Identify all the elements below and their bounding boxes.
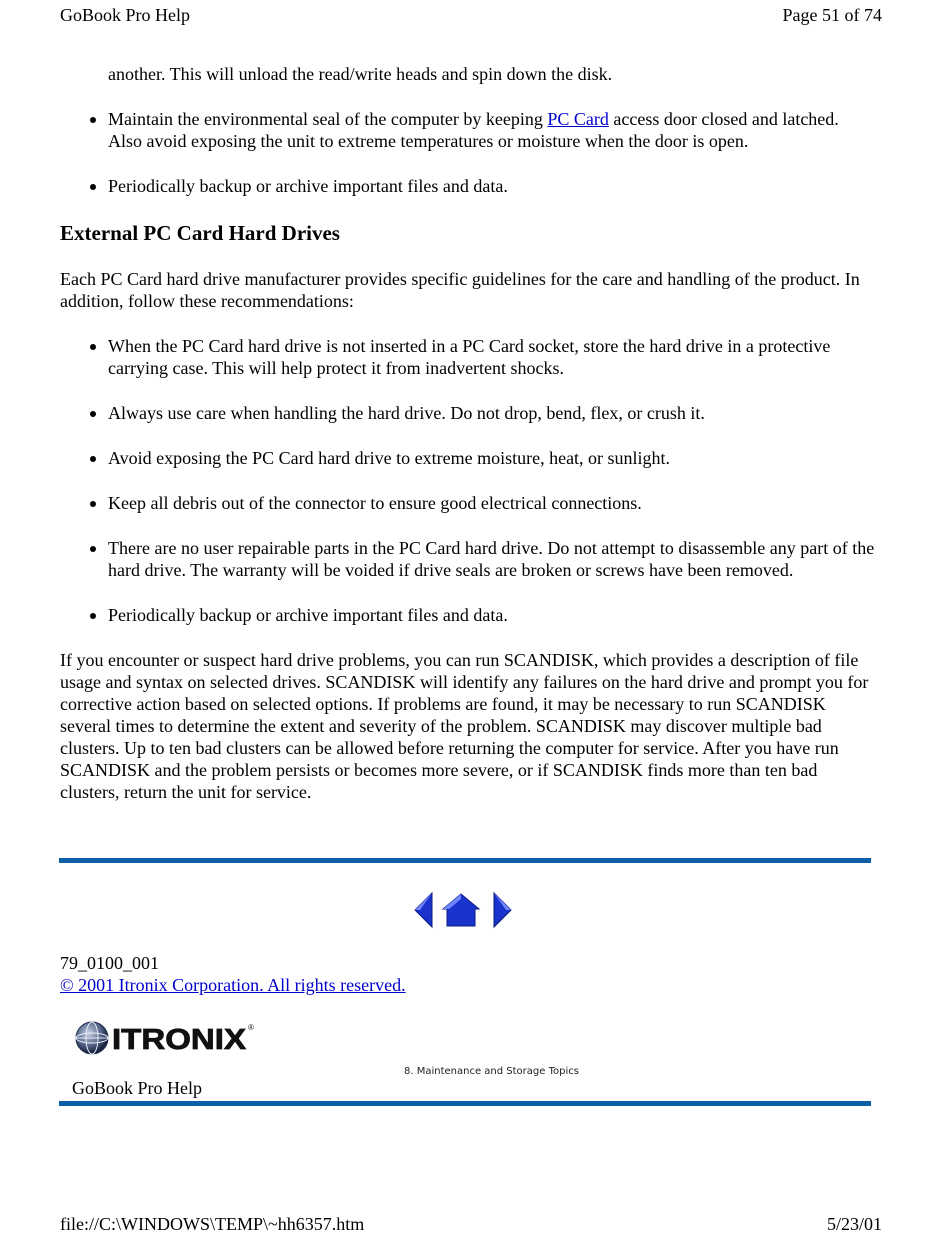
list-item: Maintain the environmental seal of the computer by keeping PC Card access door closed and latched. Also avoid exposing the unit to extreme temperatures or moisture when the door is open. [60,108,875,152]
section-intro: Each PC Card hard drive manufacturer provides specific guidelines for the care and handling of the product. In addition, follow these recommendations: [60,269,860,311]
page-number: Page 51 of 74 [782,5,882,25]
print-date: 5/23/01 [826,1214,882,1234]
divider-top [59,858,871,863]
main-content [60,63,875,826]
home-icon[interactable] [443,894,479,926]
footer-help-title: GoBook Pro Help [72,1078,202,1098]
document-code: 79_0100_001 [60,953,159,973]
list-item: Periodically backup or archive important files and data. [60,175,875,197]
section-heading: External PC Card Hard Drives [60,221,340,245]
header-title: GoBook Pro Help [60,5,190,25]
arrow-right-icon[interactable] [494,893,511,927]
logo-wordmark: ITRONIX [112,1024,247,1056]
list-item: Avoid exposing the PC Card hard drive to extreme moisture, heat, or sunlight. [60,447,875,469]
list-item: Always use care when handling the hard drive. Do not drop, bend, flex, or crush it. [60,402,875,424]
scandisk-paragraph: If you encounter or suspect hard drive problems, you can run SCANDISK, which provides a description of file usage and syntax on selected drives. SCANDISK will identify any failures on the hard drive and prompt you for corrective action based on selected options. If problems are found, it may be necessary to run SCANDISK several times to determine the extent and severity of the problem. SCANDISK may discover multiple bad clusters. Up to ten bad clusters can be allowed before returning the computer for service. After you have run SCANDISK and the problem persists or becomes more severe, or if SCANDISK finds more than ten bad clusters, return the unit for service. [60,650,869,802]
top-bullet-list [60,108,875,197]
itronix-logo [74,1018,256,1058]
file-path: file://C:\WINDOWS\TEMP\~hh6357.htm [60,1214,365,1234]
pc-card-link[interactable]: PC Card [547,109,609,129]
navigation-bar [412,891,516,931]
list-item: Keep all debris out of the connector to ensure good electrical connections. [60,492,875,514]
globe-icon [76,1022,108,1054]
navigation-icons [412,891,516,931]
divider-bottom [59,1101,871,1106]
arrow-left-icon[interactable] [415,893,432,927]
section-caption: 8. Maintenance and Storage Topics [404,1066,579,1077]
list-item: Periodically backup or archive important files and data. [60,604,875,626]
section-bullet-list [60,335,875,626]
continuation-text: another. This will unload the read/write heads and spin down the disk. [108,64,613,84]
list-item: There are no user repairable parts in the PC Card hard drive. Do not attempt to disassemble any part of the hard drive. The warranty will be voided if drive seals are broken or screws have been removed. [60,537,875,581]
copyright-link[interactable]: © 2001 Itronix Corporation. All rights reserved. [60,975,406,995]
registered-mark: ® [248,1023,254,1032]
list-item: When the PC Card hard drive is not inserted in a PC Card socket, store the hard drive in a protective carrying case. This will help protect it from inadvertent shocks. [60,335,875,379]
